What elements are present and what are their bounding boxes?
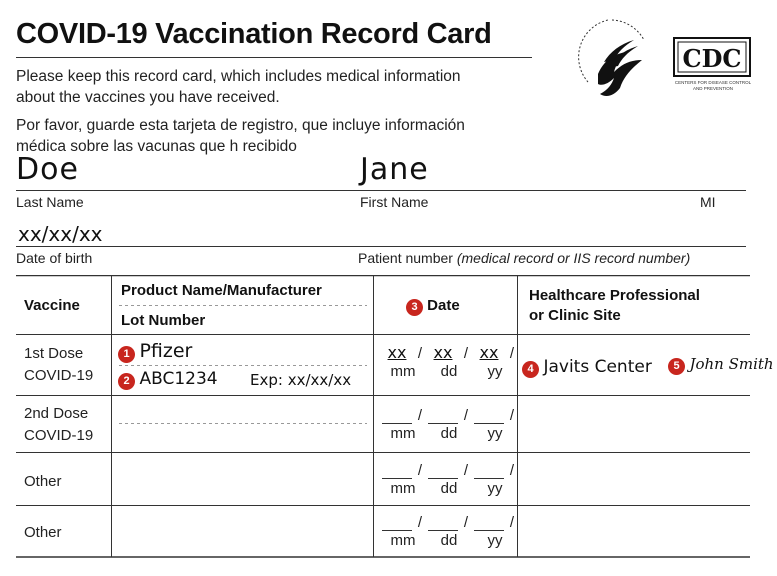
row1-expiration: Exp: xx/xx/xx — [250, 371, 352, 389]
row4-mm-blank — [382, 516, 412, 531]
row2-dd-blank — [428, 409, 458, 424]
first-name-value: Jane — [360, 152, 429, 187]
row2-date: / / / mm dd yy — [380, 407, 518, 442]
row1-lot-value: ABC1234 — [139, 369, 218, 389]
row3-dd-label: dd — [440, 480, 458, 497]
info-spanish-line-2: médica sobre las vacunas que h recibido — [16, 138, 297, 155]
row2-mm-blank — [382, 409, 412, 424]
row3-mm-blank — [382, 464, 412, 479]
header-lot-number: Lot Number — [121, 312, 206, 329]
hhs-seal-logo — [568, 12, 658, 104]
header-vaccine: Vaccine — [24, 297, 80, 314]
row4-mm-label: mm — [390, 532, 416, 549]
row1-date-dd: xx — [433, 343, 453, 362]
row3-yy-label: yy — [487, 480, 503, 497]
row3-vaccine: Other — [24, 473, 62, 490]
row2-dd-label: dd — [440, 425, 458, 442]
dob-underline — [16, 246, 746, 247]
row2-yy-label: yy — [487, 425, 503, 442]
row1-vaccine-line-1: 1st Dose — [24, 345, 84, 362]
first-name-label: First Name — [360, 194, 429, 210]
header-date — [406, 297, 460, 316]
row1-product — [118, 340, 192, 363]
header-site-line-2: or Clinic Site — [529, 307, 621, 324]
header-date-text: Date — [427, 297, 460, 314]
info-english-line-1: Please keep this record card, which includes medical information — [16, 68, 461, 85]
row1-dd-label: dd — [440, 363, 458, 380]
row1-lot — [118, 369, 218, 390]
patient-number-label-text: Patient number — [358, 250, 453, 266]
row4-dd-label: dd — [440, 532, 458, 549]
row2-vaccine-line-1: 2nd Dose — [24, 405, 89, 422]
middle-initial-label: MI — [700, 194, 716, 210]
badge-1: 1 — [118, 346, 135, 363]
row3-date: / / / mm dd yy — [380, 462, 518, 497]
patient-number-label — [358, 250, 690, 266]
cdc-logo-text: CDC — [682, 44, 742, 73]
row2-mm-label: mm — [390, 425, 416, 442]
row1-vaccine-line-2: COVID-19 — [24, 367, 94, 384]
row1-site — [522, 357, 652, 378]
row2-yy-blank — [474, 409, 504, 424]
row1-yy-label: yy — [487, 363, 503, 380]
title-divider — [16, 57, 532, 58]
badge-2: 2 — [118, 373, 135, 390]
cdc-logo-subtitle: CENTERS FOR DISEASE CONTROL AND PREVENTION — [674, 80, 752, 91]
row1-signature — [668, 355, 774, 375]
cdc-logo — [672, 36, 754, 98]
row1-date-mm: xx — [387, 343, 407, 362]
row4-dd-blank — [428, 516, 458, 531]
last-name-value: Doe — [16, 152, 79, 187]
info-english-line-2: about the vaccines you have received. — [16, 89, 280, 106]
row1-product-value: Pfizer — [139, 340, 193, 362]
row3-dd-blank — [428, 464, 458, 479]
card-title: COVID-19 Vaccination Record Card — [16, 18, 492, 50]
dob-label: Date of birth — [16, 250, 93, 266]
row4-date: / / / mm dd yy — [380, 514, 518, 549]
row3-yy-blank — [474, 464, 504, 479]
row1-mm-label: mm — [390, 363, 416, 380]
row1-date-yy: xx — [479, 343, 499, 362]
last-name-label: Last Name — [16, 194, 84, 210]
row4-yy-label: yy — [487, 532, 503, 549]
dob-value: xx/xx/xx — [18, 222, 103, 246]
info-spanish-line-1: Por favor, guarde esta tarjeta de registro, que incluye información — [16, 117, 465, 134]
badge-4: 4 — [522, 361, 539, 378]
row1-signature-value: John Smith — [689, 355, 774, 373]
header-site-line-1: Healthcare Professional — [529, 287, 700, 304]
row4-vaccine: Other — [24, 524, 62, 541]
name-underline — [16, 190, 746, 191]
header-product: Product Name/Manufacturer — [121, 282, 322, 299]
row1-date: xx / xx / xx / mm dd yy — [380, 343, 518, 380]
badge-3: 3 — [406, 299, 423, 316]
row3-mm-label: mm — [390, 480, 416, 497]
row2-vaccine-line-2: COVID-19 — [24, 427, 94, 444]
row1-site-value: Javits Center — [543, 357, 652, 377]
patient-number-note: (medical record or IIS record number) — [456, 250, 691, 266]
badge-5: 5 — [668, 358, 685, 375]
row4-yy-blank — [474, 516, 504, 531]
